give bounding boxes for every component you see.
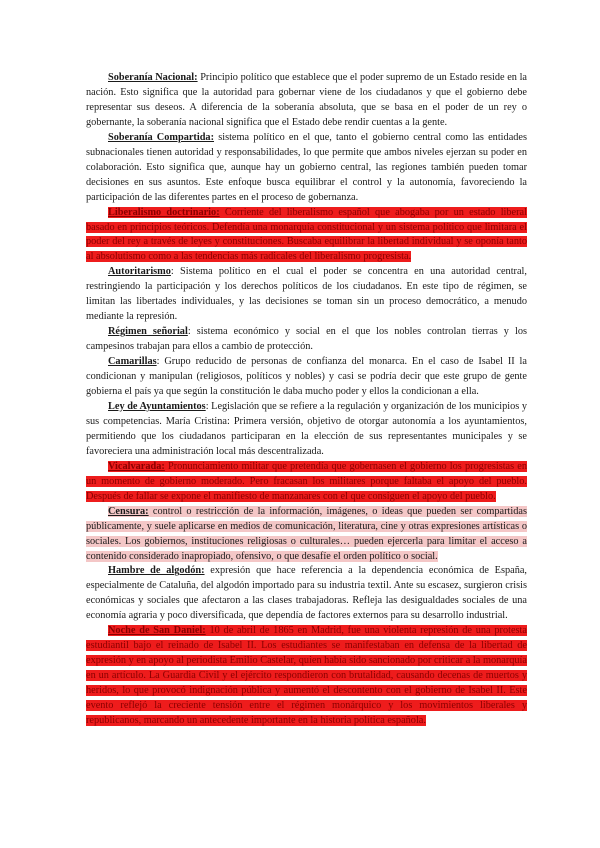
red-highlight	[86, 461, 527, 502]
entry-soberania-nacional	[86, 71, 527, 131]
entry-vicalvarada	[86, 460, 527, 505]
entry-definition: Pronunciamiento militar que pretendía que gobernasen el gobierno los progresistas en un momento de gobierno moderado. Pero fracasan los militares porque faltaba el apoyo del pueblo. Después de fallar se expone el manifiesto de manzanares con el que consiguen el apoyo del pueblo.	[86, 460, 527, 502]
entry-definition: control o restricción de la información, imágenes, o ideas que pueden ser compartidas públicamente, y suele aplicarse en medios de comunicación, literatura, cine y otras expresiones artísticas o sociales. Los gobiernos, instituciones religiosas o culturales… pueden ejercerla para limitar el acceso a contenido considerado inapropiado, ofensivo, o que desafíe el orden político o social.	[86, 505, 527, 562]
entry-term: Noche de San Daniel:	[108, 625, 206, 637]
entry-term: Liberalismo doctrinario:	[108, 206, 220, 218]
entry-span	[86, 326, 527, 352]
entry-definition: 10 de abril de 1865 en Madrid, fue una violenta represión de una protesta estudiantil bajo el reinado de Isabel II. Los estudiantes se manifestaban en defensa de la libertad de expresión y en apoyo al periodista Emilio Castelar, quien había sido sancionado por criticar a la monarquía en un artículo. La Guardia Civil y el ejército respondieron con brutalidad, causando decenas de muertos y heridos, lo que provocó indignación pública y aumentó el descontento con el gobierno de Isabel II. Este evento reflejó la creciente tensión entre el régimen monárquico y los movimientos liberales y republicanos, marcando un antecedente importante en la historia política española.	[86, 625, 527, 726]
entry-span	[86, 266, 527, 322]
entry-span	[86, 356, 527, 397]
entry-span	[86, 565, 527, 621]
entry-soberania-compartida	[86, 131, 527, 206]
entry-censura	[86, 505, 527, 565]
pink-highlight	[86, 506, 527, 562]
entry-definition: : Sistema político en el cual el poder se concentra en una autoridad central, restringiendo la participación y los derechos políticos de los ciudadanos. En este tipo de régimen, se limitan las libertades individuales, y las decisiones se toman sin un proceso democrático, a menudo mediante la represión.	[86, 266, 527, 323]
entry-span	[86, 72, 527, 128]
entry-term: Ley de Ayuntamientos	[108, 400, 206, 412]
entry-definition: : Legislación que se refiere a la regulación y organización de los municipios y sus competencias. María Cristina: Primera versión, objetivo de otorgar autonomía a los ayuntamientos, permitiendo que los ciudadanos participaran en la elección de sus representantes municipales y se favoreciera una administración local más descentralizada.	[86, 400, 527, 457]
entry-autoritarismo	[86, 265, 527, 325]
entry-term: Soberanía Nacional:	[108, 72, 198, 83]
entry-term: Vicalvarada:	[108, 460, 165, 472]
entry-term: Censura:	[108, 505, 149, 517]
entry-definition: Corriente del liberalismo español que abogaba por un estado liberal basado en principios teóricos. Defendía una monarquía constitucional y un sistema político que limitara el poder del rey a través de leyes y constituciones. Buscaba equilibrar la libertad individual y se oponía tanto al absolutismo como a las tendencias más radicales del liberalismo progresista.	[86, 206, 527, 263]
entry-term: Hambre de algodón:	[108, 565, 205, 577]
red-highlight	[86, 625, 527, 726]
entry-definition: Principio político que establece que el poder supremo de un Estado reside en la nación. Esto significa que la autoridad para gobernar viene de los ciudadanos y que el gobierno debe representar sus deseos. A diferencia de la soberanía absoluta, que se basa en el poder de un rey o gobernante, la soberanía nacional significa que el Estado debe rendir cuentas a la gente.	[86, 72, 528, 128]
entry-definition: : sistema económico y social en el que los nobles controlan tierras y los campesinos trabajan para ellos a cambio de protección.	[86, 326, 528, 353]
entry-definition: sistema político en el que, tanto el gobierno central como las entidades subnacionales tienen autoridad y responsabilidades, lo que permite que ambos niveles ejerzan su poder en colaboración. Esto significa que, aunque hay un gobierno central, las regiones también pueden tomar decisiones en sus asuntos. Este enfoque busca equilibrar el control y la autonomía, favoreciendo la participación de las diferentes partes en el proceso de gobernanza.	[86, 131, 527, 203]
red-highlight	[86, 207, 527, 263]
entry-span	[86, 132, 527, 203]
entry-term: Camarillas	[108, 356, 157, 368]
entry-noche-san-daniel	[86, 624, 527, 729]
entry-liberalismo-doctrinario	[86, 206, 527, 266]
entry-ley-ayuntamientos	[86, 400, 527, 460]
entry-regimen-senorial	[86, 325, 527, 355]
entry-definition: : Grupo reducido de personas de confianza del monarca. En el caso de Isabel II la condicionan y manipulan (religiosos, políticos y nobles) y casi se podría decir que este grupo de gente gobierna el país ya que según la constitución le daba mucho poder y ellos la condicionan a ella.	[86, 356, 527, 398]
entry-hambre-algodon	[86, 564, 527, 624]
entry-camarillas	[86, 355, 527, 400]
entry-definition: expresión que hace referencia a la dependencia económica de España, especialmente de Cataluña, del algodón importado para su industria textil. Ante su escasez, surgieron crisis económicas y sociales que afectaron a las clases trabajadoras. Refleja las desigualdades sociales de una economía agraria y poco diversificada, que dependía de factores externos para su desarrollo industrial.	[86, 565, 527, 622]
document-body	[86, 71, 527, 729]
entry-term: Régimen señorial	[108, 326, 188, 338]
entry-term: Autoritarismo	[108, 266, 171, 278]
entry-span	[86, 401, 527, 457]
entry-term: Soberanía Compartida:	[108, 131, 215, 143]
